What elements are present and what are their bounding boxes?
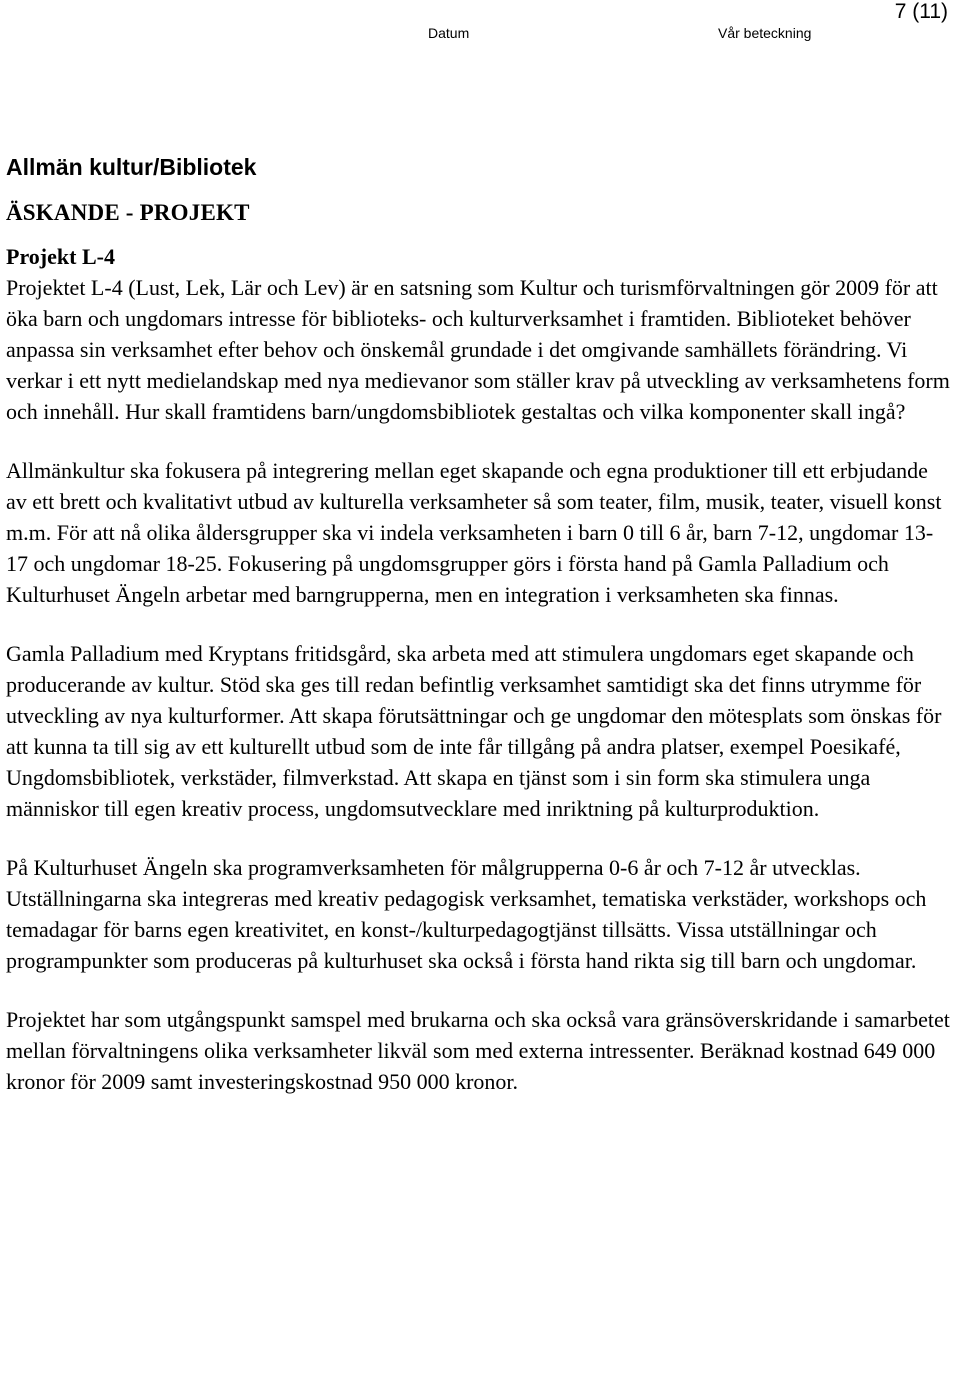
paragraph-gamla-palladium: Gamla Palladium med Kryptans fritidsgård, ska arbeta med att stimulera ungdomars eget skapande och producerande av kultur. Stöd ska ges till redan befintlig verksamhet samtidigt ska det finns utrymme för utveckling av nya kulturformer. Att skapa förutsättningar och ge ungdomar den mötesplats som önskas för att kunna ta till sig av ett kulturellt utbud som de inte får tillgång på andra platser, exempel Poesikafé, Ungdomsbibliotek, verkstäder, filmverkstad. Att skapa en tjänst som i sin form ska stimulera unga människor till egen kreativ process, ungdomsutvecklare med inriktning på kulturproduktion. (6, 641, 942, 821)
section-heading: Allmän kultur/Bibliotek (6, 154, 257, 180)
project-title: Projekt L-4 (6, 244, 115, 269)
paragraph-kulturhuset-angeln: På Kulturhuset Ängeln ska programverksamheten för målgrupperna 0-6 år och 7-12 år utvecklas. Utställningarna ska integreras med kreativ pedagogisk verksamhet, tematiska verkstäder, workshops och temadagar för barns egen kreativitet, en konst-/kulturpedagogtjänst tillsätts. Vissa utställningar och programpunkter som produceras på kulturhuset ska också i första hand rikta sig till barn och ungdomar. (6, 855, 927, 973)
reference-label: Vår beteckning (718, 25, 812, 41)
paragraph-project-intro: Projektet L-4 (Lust, Lek, Lär och Lev) är en satsning som Kultur och turismförvaltningen gör 2009 för att öka barn och ungdomars intresse för biblioteks- och kulturverksamhet i framtiden. Biblioteket behöver anpassa sin verksamhet efter behov och önskemål grundade i det omgivande samhällets förändring. Vi verkar i ett nytt medielandskap med nya medievanor som ställer krav på utveckling av verksamhetens form och innehåll. Hur skall framtidens barn/ungdomsbibliotek gestaltas och vilka komponenter skall ingå? (6, 275, 950, 424)
paragraph-allmankultur: Allmänkultur ska fokusera på integrering mellan eget skapande och egna produktioner till ett erbjudande av ett brett och kvalitativt utbud av kulturella verksamheter så som teater, film, musik, teater, visuell konst m.m. För att nå olika åldersgrupper ska vi indela verksamheten i barn 0 till 6 år, barn 7-12, ungdomar 13-17 och ungdomar 18-25. Fokusering på ungdomsgrupper görs i första hand på Gamla Palladium och Kulturhuset Ängeln arbetar med barngrupperna, men en integration i verksamheten ska finnas. (6, 458, 942, 607)
page-number: 7 (11) (894, 0, 948, 23)
document-heading: ÄSKANDE - PROJEKT (6, 200, 250, 225)
date-label: Datum (428, 25, 470, 41)
page-header (0, 0, 960, 50)
document-body (6, 152, 952, 1097)
paragraph-project-cost: Projektet har som utgångspunkt samspel med brukarna och ska också vara gränsöverskridande i samarbetet mellan förvaltningens olika verksamheter likväl som med externa intressenter. Beräknad kostnad 649 000 kronor för 2009 samt investeringskostnad 950 000 kronor. (6, 1007, 950, 1094)
